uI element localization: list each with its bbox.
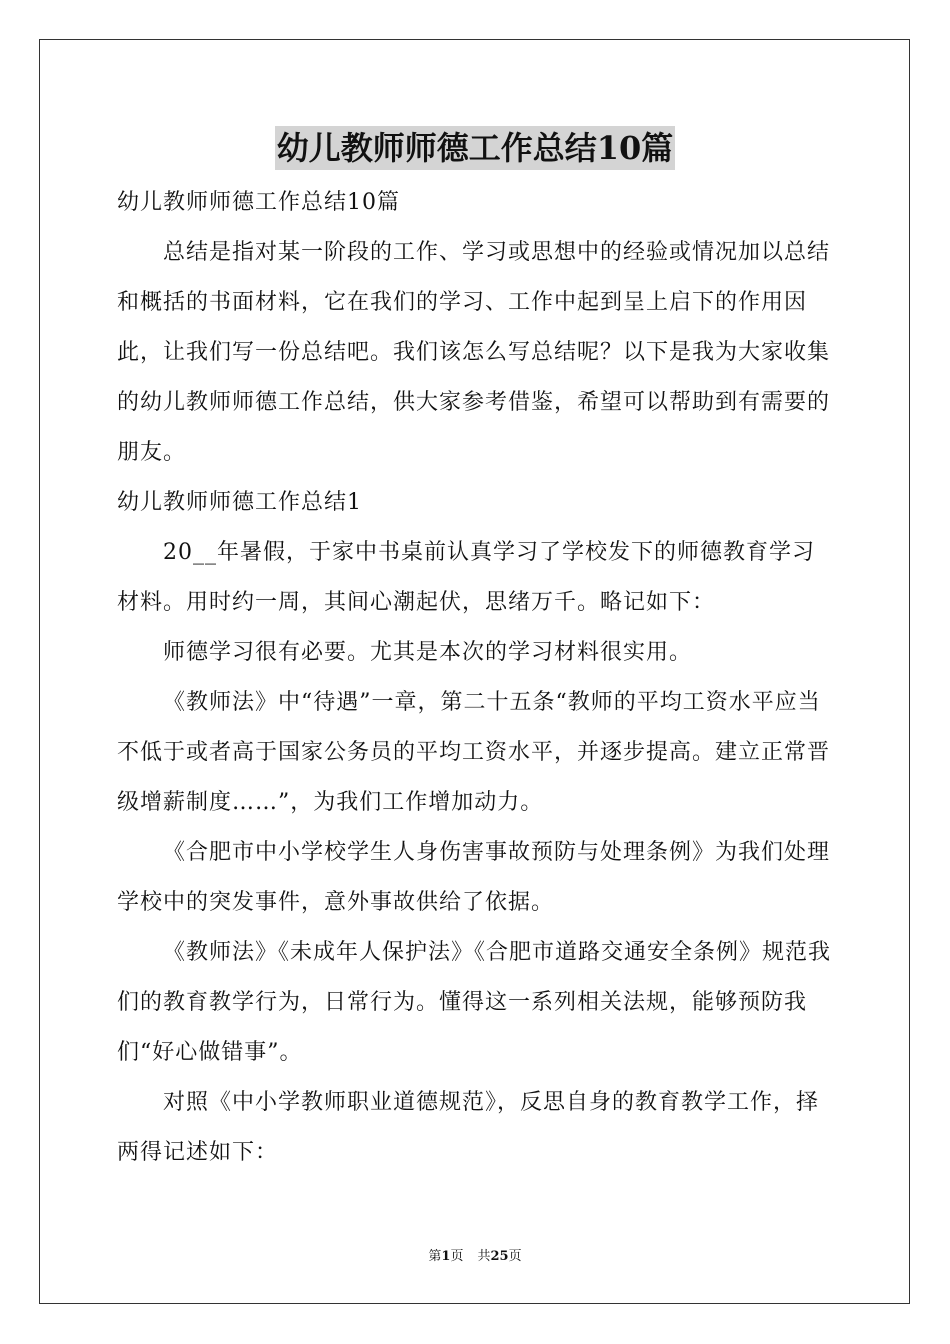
paragraph: 《教师法》《未成年人保护法》《合肥市道路交通安全条例》规范我们的教育教学行为，日常行为。懂得这一系列相关法规，能够预防我们“好心做错事”。 [117,940,832,1065]
page-prefix: 第 [428,1249,442,1264]
page-suffix: 页 [450,1249,464,1264]
paragraph: 对照《中小学教师职业道德规范》，反思自身的教育教学工作，择两得记述如下： [117,1090,820,1165]
page-footer [0,1248,950,1266]
paragraph: 《合肥市中小学校学生人身伤害事故预防与处理条例》为我们处理学校中的突发事件，意外事故供给了依据。 [117,840,831,915]
document-body [117,178,833,1178]
total-pages: 25 [490,1249,509,1264]
paragraph: 师德学习很有必要。尤其是本次的学习材料很实用。 [163,640,693,665]
title-container [0,126,950,170]
paragraph: 《教师法》中“待遇”一章，第二十五条“教师的平均工资水平应当不低于或者高于国家公务员的平均工资水平，并逐步提高。建立正常晋级增薪制度……”，为我们工作增加动力。 [117,690,831,815]
paragraph: 幼儿教师师德工作总结10篇 [117,190,400,215]
total-prefix: 共 [477,1249,491,1264]
document-title: 幼儿教师师德工作总结10篇 [275,126,676,170]
paragraph: 总结是指对某一阶段的工作、学习或思想中的经验或情况加以总结和概括的书面材料，它在我们的学习、工作中起到呈上启下的作用因此，让我们写一份总结吧。我们该怎么写总结呢？以下是我为大家收集的幼儿教师师德工作总结，供大家参考借鉴，希望可以帮助到有需要的朋友。 [117,240,831,465]
paragraph: 20__年暑假，于家中书桌前认真学习了学校发下的师德教育学习材料。用时约一周，其间心潮起伏，思绪万千。略记如下： [117,540,815,615]
section-heading: 幼儿教师师德工作总结1 [117,490,362,515]
total-suffix: 页 [508,1249,522,1264]
page-number: 1 [441,1249,451,1264]
